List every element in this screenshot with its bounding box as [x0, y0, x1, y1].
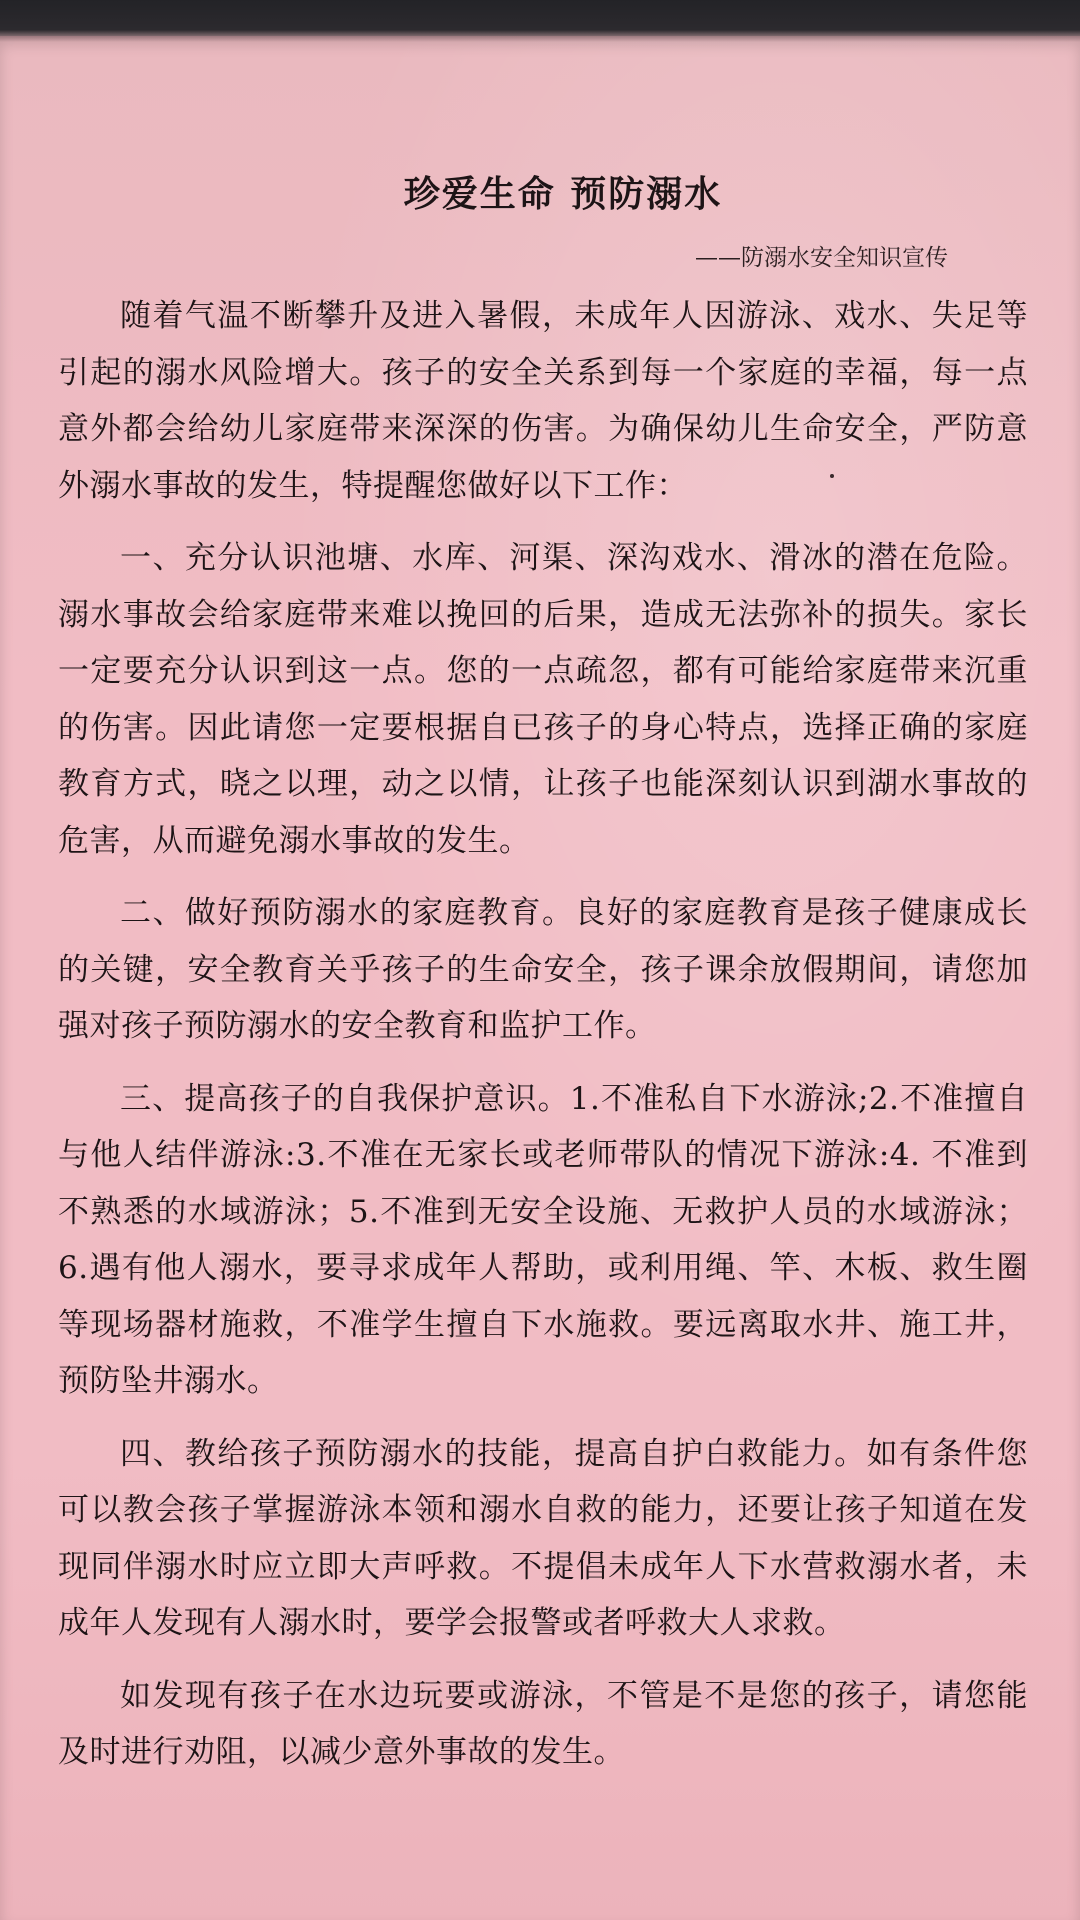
notice-document	[58, 166, 1028, 1781]
document-subtitle: ——防溺水安全知识宣传	[695, 245, 948, 271]
paper-top-shadow	[0, 36, 1080, 42]
paragraph-point-2: 二、做好预防溺水的家庭教育。良好的家庭教育是孩子健康成长的关键，安全教育关乎孩子的生命安全，孩子课余放假期间，请您加强对孩子预防溺水的安全教育和监护工作。	[58, 895, 1028, 1044]
paragraph-point-3: 三、提高孩子的自我保护意识。1.不准私自下水游泳;2.不准擅自与他人结伴游泳:3.不准在无家长或老师带队的情况下游泳:4. 不准到不熟悉的水域游泳；5.不准到无安全设施、无救护人员的水域游泳；6.遇有他人溺水，要寻求成年人帮助，或利用绳、竿、木板、救生圈等现场器材施救，不准学生擅自下水施救。要远离取水井、施工井，预防坠井溺水。	[58, 1080, 1028, 1399]
document-title: 珍爱生命 预防溺水	[403, 174, 723, 215]
paragraph-closing: 如发现有孩子在水边玩要或游泳，不管是不是您的孩子，请您能及时进行劝阻，以减少意外事故的发生。	[58, 1677, 1028, 1770]
pink-paper-sheet	[0, 36, 1080, 1920]
paragraph-point-4: 四、教给孩子预防溺水的技能，提高自护白救能力。如有条件您可以教会孩子掌握游泳本领和溺水自救的能力，还要让孩子知道在发现同伴溺水时应立即大声呼救。不提倡未成年人下水营救溺水者，未成年人发现有人溺水时，要学会报警或者呼救大人求救。	[58, 1435, 1028, 1641]
paragraph-point-1: 一、充分认识池塘、水库、河渠、深沟戏水、滑冰的潜在危险。溺水事故会给家庭带来难以挽回的后果，造成无法弥补的损失。家长一定要充分认识到这一点。您的一点疏忽，都有可能给家庭带来沉重的伤害。因此请您一定要根据自已孩子的身心特点，选择正确的家庭教育方式，晓之以理，动之以情，让孩子也能深刻认识到湖水事故的危害，从而避免溺水事故的发生。	[58, 540, 1028, 859]
paragraph-intro: 随着气温不断攀升及进入暑假，未成年人因游泳、戏水、失足等引起的溺水风险增大。孩子的安全关系到每一个家庭的幸福，每一点意外都会给幼儿家庭带来深深的伤害。为确保幼儿生命安全，严防意外溺水事故的发生，特提醒您做好以下工作：	[58, 298, 1028, 504]
